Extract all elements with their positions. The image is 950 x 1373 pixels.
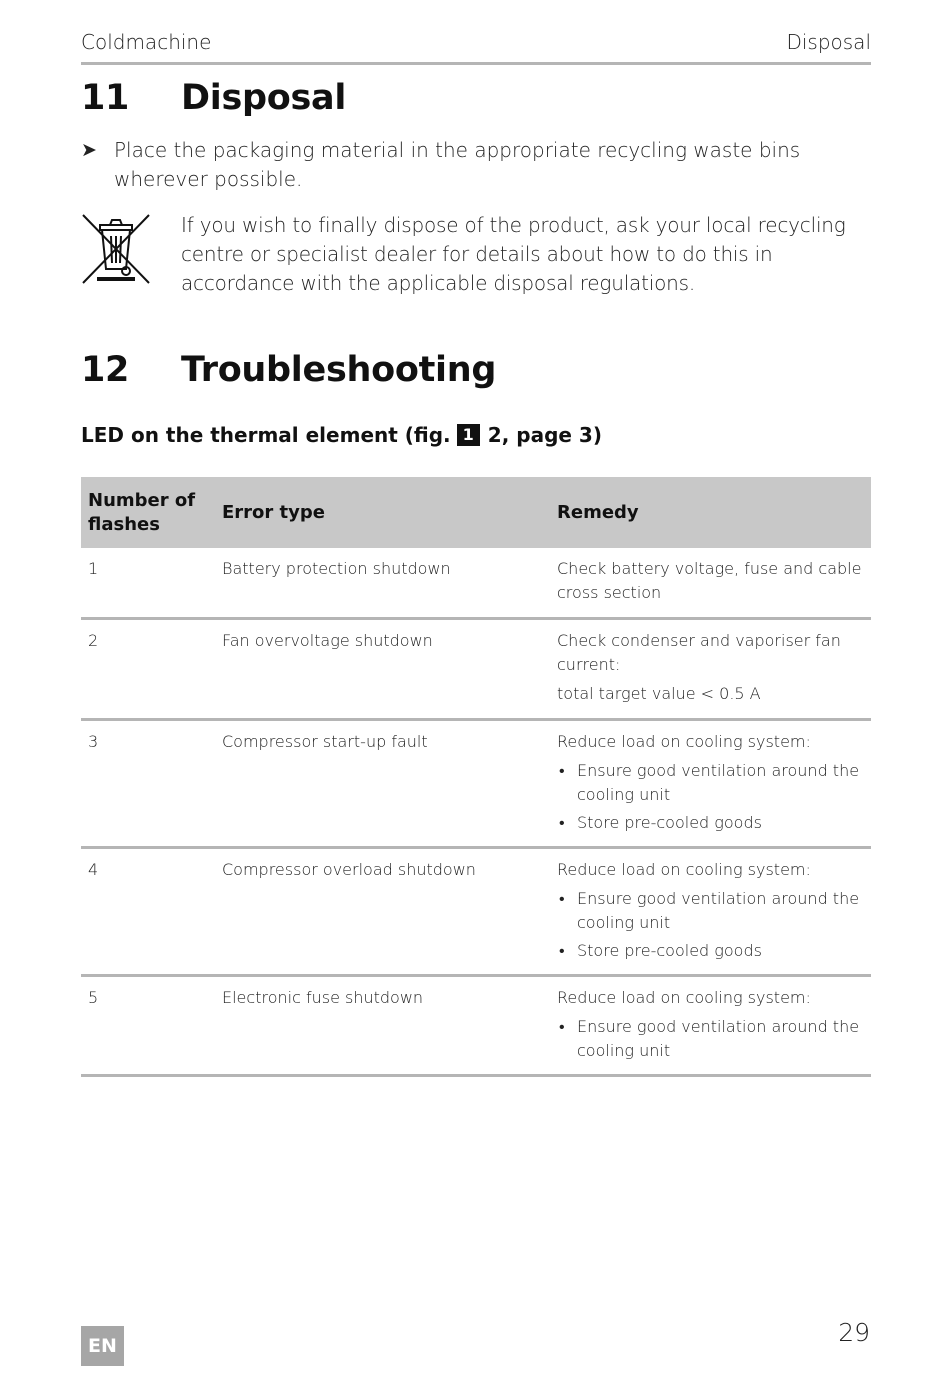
table-row [81, 548, 871, 619]
table-row [81, 619, 871, 720]
figure-reference-badge: 1 [457, 424, 480, 446]
cell-remedy [550, 548, 871, 619]
instruction-step [81, 136, 871, 194]
cell-flashes: 1 [81, 548, 215, 619]
disposal-note [81, 211, 871, 298]
language-tab: EN [81, 1326, 124, 1366]
remedy-bullet-list [557, 887, 864, 963]
cell-remedy [550, 848, 871, 976]
subheading-suffix: 2, page 3) [487, 423, 602, 447]
table-subheading [81, 423, 602, 447]
remedy-text: total target value < 0.5 A [557, 684, 761, 703]
crossed-out-wheelie-bin-icon [81, 211, 181, 298]
remedy-bullet-item: • Ensure good ventilation around the cooling unit [557, 1015, 864, 1063]
cell-remedy [550, 619, 871, 720]
page-number: 29 [838, 1318, 870, 1347]
cell-flashes: 3 [81, 720, 215, 848]
chapter-heading-disposal [81, 78, 346, 118]
remedy-text: Reduce load on cooling system: [557, 860, 811, 879]
subheading-prefix: LED on the thermal element (fig. [81, 423, 451, 447]
chapter-heading-troubleshooting [81, 350, 496, 390]
disposal-note-text: If you wish to finally dispose of the product, ask your local recycling centre or specialist dealer for details about how to do this in accordance with the applicable disposal regulations. [181, 213, 846, 295]
remedy-bullet-list [557, 1015, 864, 1063]
header-product-name: Coldmachine [81, 30, 212, 54]
troubleshooting-table [81, 477, 871, 1077]
cell-flashes: 2 [81, 619, 215, 720]
chapter-number: 11 [81, 78, 130, 118]
cell-error-type: Compressor overload shutdown [215, 848, 550, 976]
cell-remedy [550, 720, 871, 848]
table-body [81, 548, 871, 1076]
table-row [81, 976, 871, 1076]
chapter-title: Disposal [181, 78, 347, 118]
column-header-remedy: Remedy [550, 477, 871, 548]
remedy-text: Reduce load on cooling system: [557, 732, 811, 751]
cell-error-type: Electronic fuse shutdown [215, 976, 550, 1076]
column-header-flashes: Number of flashes [81, 477, 215, 548]
cell-error-type: Battery protection shutdown [215, 548, 550, 619]
remedy-bullet-item: • Store pre-cooled goods [557, 939, 864, 963]
cell-error-type: Fan overvoltage shutdown [215, 619, 550, 720]
remedy-text: Reduce load on cooling system: [557, 988, 811, 1007]
header-chapter-name: Disposal [786, 30, 871, 54]
cell-flashes: 5 [81, 976, 215, 1076]
column-header-error-type: Error type [215, 477, 550, 548]
table-row [81, 848, 871, 976]
arrow-right-icon: ➤ [81, 139, 97, 161]
cell-flashes: 4 [81, 848, 215, 976]
remedy-bullet-item: • Store pre-cooled goods [557, 811, 864, 835]
chapter-number: 12 [81, 350, 130, 390]
table-row [81, 720, 871, 848]
instruction-text: Place the packaging material in the appropriate recycling waste bins wherever possible. [114, 138, 801, 191]
chapter-title: Troubleshooting [181, 350, 497, 390]
remedy-bullet-list [557, 759, 864, 835]
running-header [81, 30, 871, 65]
remedy-bullet-item: • Ensure good ventilation around the cooling unit [557, 887, 864, 935]
remedy-bullet-item: • Ensure good ventilation around the cooling unit [557, 759, 864, 807]
table-header-row [81, 477, 871, 548]
remedy-text: Check battery voltage, fuse and cable cross section [557, 559, 862, 602]
cell-remedy [550, 976, 871, 1076]
remedy-text: Check condenser and vaporiser fan current: [557, 631, 841, 674]
cell-error-type: Compressor start-up fault [215, 720, 550, 848]
